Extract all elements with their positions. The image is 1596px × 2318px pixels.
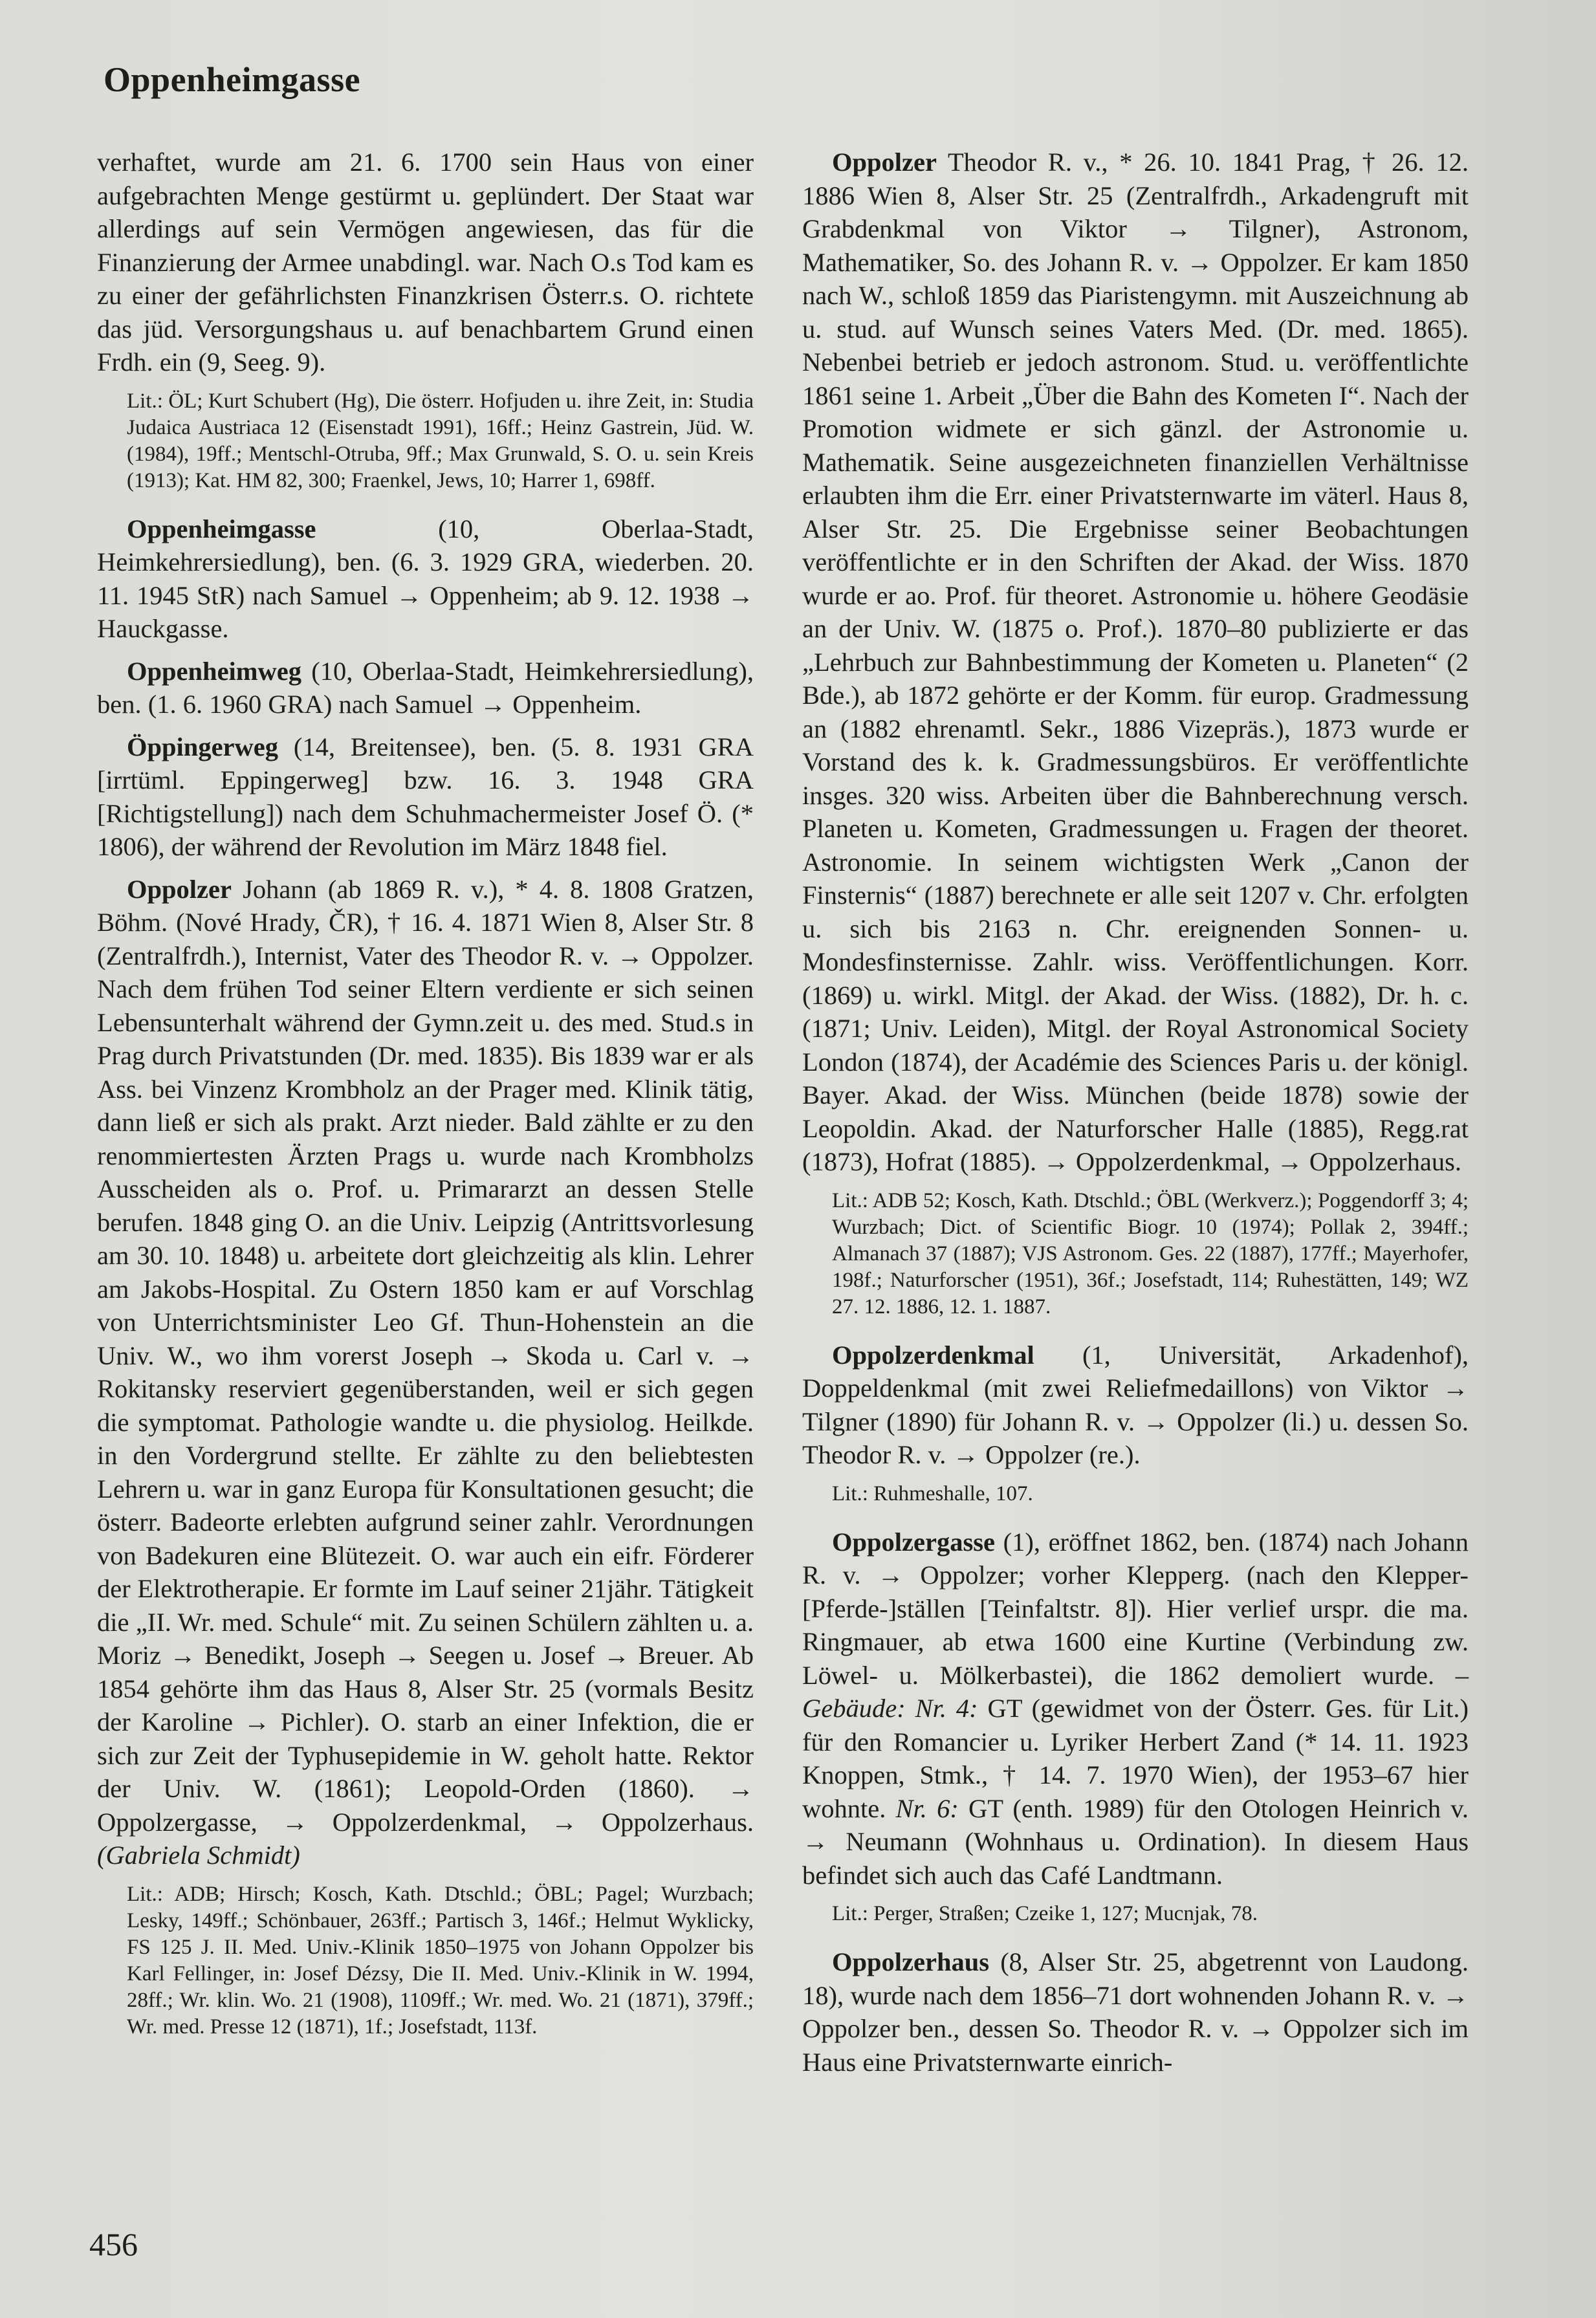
gebaeude-label: Gebäude: Nr. 4: bbox=[802, 1694, 978, 1723]
continued-entry-body: verhaftet, wurde am 21. 6. 1700 sein Haus von einer aufgebrachten Menge gestürmt u. geplündert. Der Staat war allerdings auf sein Vermögen angewiesen, das für die Finanzierung der Armee unabdingl. war. Nach O.s Tod kam es zu einer der gefährlichsten Finanzkrisen Österr.s. O. richtete das jüd. Versorgungshaus u. auf benachbartem Grund einen Frdh. ein (9, Seeg. 9). bbox=[97, 148, 754, 377]
entry-body: Johann (ab 1869 R. v.), * 4. 8. 1808 Gratzen, Böhm. (Nové Hrady, ČR), † 16. 4. 1871 Wien 8, Alser Str. 8 (Zentralfrdh.), Internist, Vater des Theodor R. v. → Oppolzer. Nach dem frühen Tod seiner Eltern verdiente er sich seinen Lebensunterhalt während der Gymn.zeit u. des med. Stud.s in Prag durch Privatstunden (Dr. med. 1835). Bis 1839 war er als Ass. bei Vinzenz Krombholz an der Prager med. Klinik tätig, dann ließ er sich als prakt. Arzt nieder. Bald zählte er zu den renommiertesten Ärzten Prags u. wurde nach Krombholzs Ausscheiden als o. Prof. u. Primararzt an dessen Stelle berufen. 1848 ging O. an die Univ. Leipzig (Antrittsvorlesung am 30. 10. 1848) u. arbeitete dort gleichzeitig als klin. Lehrer am Jakobs-Hospital. Zu Ostern 1850 kam er auf Vorschlag von Unterrichtsminister Leo Gf. Thun-Hohenstein an die Univ. W., wo ihm vorerst Joseph → Skoda u. Carl v. → Rokitansky reserviert gegenüberstanden, weil er sich gegen die symptomat. Pathologie wandte u. die physiolog. Heilkde. in den Vordergrund stellte. Er zählte zu den beliebtesten Lehrern u. war in ganz Europa für Konsultationen gesucht; die österr. Badeorte erlebten aufgrund seiner zahlr. Verordnungen von Badekuren eine Blütezeit. O. war auch ein eifr. Förderer der Elektrotherapie. Er formte im Lauf seiner 21jähr. Tätigkeit die „II. Wr. med. Schule“ mit. Zu seinen Schülern zählten u. a. Moriz → Benedikt, Joseph → Seegen u. Josef → Breuer. Ab 1854 gehörte ihm das Haus 8, Alser Str. 25 (vormals Besitz der Karoline → Pichler). O. starb an einer Infektion, die er sich zur Zeit der Typhusepidemie in W. geholt hatte. Rektor der Univ. W. (1861); Leopold-Orden (1860). → Oppolzergasse, → Oppolzerdenkmal, → Oppolzerhaus. bbox=[97, 874, 754, 1837]
entry-headword: Oppenheimweg bbox=[127, 656, 302, 686]
entry-author: (Gabriela Schmidt) bbox=[97, 1841, 300, 1870]
entry-headword: Oppolzergasse bbox=[832, 1527, 995, 1557]
running-head: Oppenheimgasse bbox=[104, 60, 361, 99]
entry-body: (1), eröffnet 1862, ben. (1874) nach Johann R. v. → Oppolzer; vorher Klepperg. (nach den Klepper-[Pferde-]ställen [Teinfaltstr. 8]). Hier verlief urspr. die ma. Ringmauer, ab etwa 1600 eine Kurtine (Verbindung zw. Löwel- u. Mölkerbastei), die 1862 demoliert wurde. – bbox=[802, 1527, 1469, 1690]
entry-headword: Oppolzer bbox=[832, 148, 937, 177]
right-column bbox=[802, 146, 1469, 2088]
entry-headword: Oppolzerhaus bbox=[832, 1947, 990, 1976]
entry-oeppingerweg bbox=[97, 730, 754, 864]
literature-note: Lit.: ADB; Hirsch; Kosch, Kath. Dtschld.; ÖBL; Pagel; Wurzbach; Lesky, 149ff.; Schönbauer, 263ff.; Partisch 3, 146f.; Helmut Wyklicky, FS 125 J. II. Med. Univ.-Klinik 1850–1975 von Johann Oppolzer bis Karl Fellinger, in: Josef Dézsy, Die II. Med. Univ.-Klinik in W. 1994, 28ff.; Wr. klin. Wo. 21 (1908), 1109ff.; Wr. med. Wo. 21 (1871), 379ff.; Wr. med. Presse 12 (1871), 1f.; Josefstadt, 113f. bbox=[127, 1882, 754, 2039]
entry-oppolzer-johann bbox=[97, 873, 754, 1872]
entry-headword: Öppingerweg bbox=[127, 732, 279, 761]
entry-oppolzerhaus bbox=[802, 1945, 1469, 2079]
entry-oppolzerdenkmal bbox=[802, 1339, 1469, 1472]
entry-body: (10, Oberlaa-Stadt, Heimkehrersiedlung), ben. (1. 6. 1960 GRA) nach Samuel → Oppenheim. bbox=[97, 656, 754, 719]
entry-headword: Oppolzerdenkmal bbox=[832, 1340, 1034, 1370]
literature-note: Lit.: ÖL; Kurt Schubert (Hg), Die österr. Hofjuden u. ihre Zeit, in: Studia Judaica Austriaca 12 (Eisenstadt 1991), 16ff.; Heinz Gastrein, Jüd. W. (1984), 19ff.; Mentschl-Otruba, 9ff.; Max Grunwald, S. O. u. sein Kreis (1913); Kat. HM 82, 300; Fraenkel, Jews, 10; Harrer 1, 698ff. bbox=[127, 389, 754, 492]
entry-body-cont: GT (enth. 1989) für den Otologen Heinrich v. → Neumann (Wohnhaus u. Ordination). In diesem Haus befindet sich auch das Café Landtmann. bbox=[802, 1793, 1469, 1890]
entry-body: (8, Alser Str. 25, abgetrennt von Laudong. 18), wurde nach dem 1856–71 dort wohnenden Johann R. v. → Oppolzer ben., dessen So. Theodor R. v. → Oppolzer sich im Haus eine Privatsternwarte einrich- bbox=[802, 1947, 1469, 2077]
entry-body: (10, Oberlaa-Stadt, Heimkehrersiedlung), ben. (6. 3. 1929 GRA, wiederben. 20. 11. 1945 StR) nach Samuel → Oppenheim; ab 9. 12. 1938 → Hauckgasse. bbox=[97, 514, 754, 643]
literature-note: Lit.: Ruhmeshalle, 107. bbox=[832, 1482, 1033, 1505]
entry-body: (1, Universität, Arkadenhof), Doppeldenkmal (mit zwei Reliefmedaillons) von Viktor → Tilgner (1890) für Johann R. v. → Oppolzer (li.) u. dessen So. Theodor R. v. → Oppolzer (re.). bbox=[802, 1340, 1469, 1469]
nr6-label: Nr. 6: bbox=[895, 1793, 959, 1823]
continued-entry-text bbox=[97, 146, 754, 379]
literature-note: Lit.: Perger, Straßen; Czeike 1, 127; Mucnjak, 78. bbox=[832, 1902, 1258, 1925]
entry-body: (14, Breitensee), ben. (5. 8. 1931 GRA [irrtüml. Eppingerweg] bzw. 16. 3. 1948 GRA [Richtigstellung]) nach dem Schuhmachermeister Josef Ö. (* 1806), der während der Revolution im März 1848 fiel. bbox=[97, 732, 754, 861]
entry-oppolzergasse bbox=[802, 1525, 1469, 1892]
left-column bbox=[97, 146, 754, 2059]
entry-body: Theodor R. v., * 26. 10. 1841 Prag, † 26. 12. 1886 Wien 8, Alser Str. 25 (Zentralfrdh., Arkadengruft mit Grabdenkmal von Viktor → Tilgner), Astronom, Mathematiker, So. des Johann R. v. → Oppolzer. Er kam 1850 nach W., schloß 1859 das Piaristengymn. mit Auszeichnung ab u. stud. auf Wunsch seines Vaters Med. (Dr. med. 1865). Nebenbei betrieb er jedoch astronom. Stud. u. veröffentlichte 1861 seine 1. Arbeit „Über die Bahn des Kometen I“. Nach der Promotion widmete er sich gänzl. der Astronomie u. Mathematik. Seine ausgezeichneten finanziellen Verhältnisse erlaubten ihm die Err. einer Privatsternwarte im väterl. Haus 8, Alser Str. 25. Die Ergebnisse seiner Beobachtungen veröffentlichte er in den Schriften der Akad. der Wiss. 1870 wurde er ao. Prof. für theoret. Astronomie u. höhere Geodäsie an der Univ. W. (1875 o. Prof.). 1870–80 publizierte er das „Lehrbuch zur Bahnbestimmung der Kometen u. Planeten“ (2 Bde.), ab 1872 gehörte er der Komm. für europ. Gradmessung an (1882 ehrenamtl. Sekr., 1886 Vizepräs.), 1873 wurde er Vorstand des k. k. Gradmessungsbüros. Er veröffentlichte insges. 320 wiss. Arbeiten über die Bahnberechnung versch. Planeten u. Kometen, Gradmessungen u. Fragen der theoret. Astronomie. In seinem wichtigsten Werk „Canon der Finsternis“ (1887) berechnete er alle seit 1207 v. Chr. erfolgten u. sich bis 2163 n. Chr. ereignenden Sonnen- u. Mondesfinsternisse. Zahlr. wiss. Veröffentlichungen. Korr. (1869) u. wirkl. Mitgl. der Akad. der Wiss. (1882), Dr. h. c. (1871; Univ. Leiden), Mitgl. der Royal Astronomical Society London (1874), der Académie des Sciences Paris u. der königl. Bayer. Akad. der Wiss. München (beide 1878) sowie der Leopoldin. Akad. der Naturforscher Halle (1885), Regg.rat (1873), Hofrat (1885). → Oppolzerdenkmal, → Oppolzerhaus. bbox=[802, 148, 1469, 1176]
entry-body-cont: GT (gewidmet von der Österr. Ges. für Lit.) für den Romancier u. Lyriker Herbert Zand (* 14. 11. 1923 Knoppen, Stmk., † 14. 7. 1970 Wien), der 1953–67 hier wohnte. bbox=[802, 1694, 1469, 1823]
literature-note: Lit.: ADB 52; Kosch, Kath. Dtschld.; ÖBL (Werkverz.); Poggendorff 3; 4; Wurzbach; Dict. of Scientific Biogr. 10 (1974); Pollak 2, 394ff.; Almanach 37 (1887); VJS Astronom. Ges. 22 (1887), 177ff.; Mayerhofer, 198f.; Naturforscher (1951), 36f.; Josefstadt, 114; Ruhestätten, 149; WZ 27. 12. 1886, 12. 1. 1887. bbox=[832, 1188, 1469, 1318]
entry-oppenheimgasse bbox=[97, 512, 754, 646]
entry-headword: Oppolzer bbox=[127, 874, 232, 904]
page-number: 456 bbox=[89, 2226, 138, 2262]
entry-oppolzer-theodor bbox=[802, 146, 1469, 1179]
entry-headword: Oppenheimgasse bbox=[127, 514, 316, 543]
entry-oppenheimweg bbox=[97, 655, 754, 721]
